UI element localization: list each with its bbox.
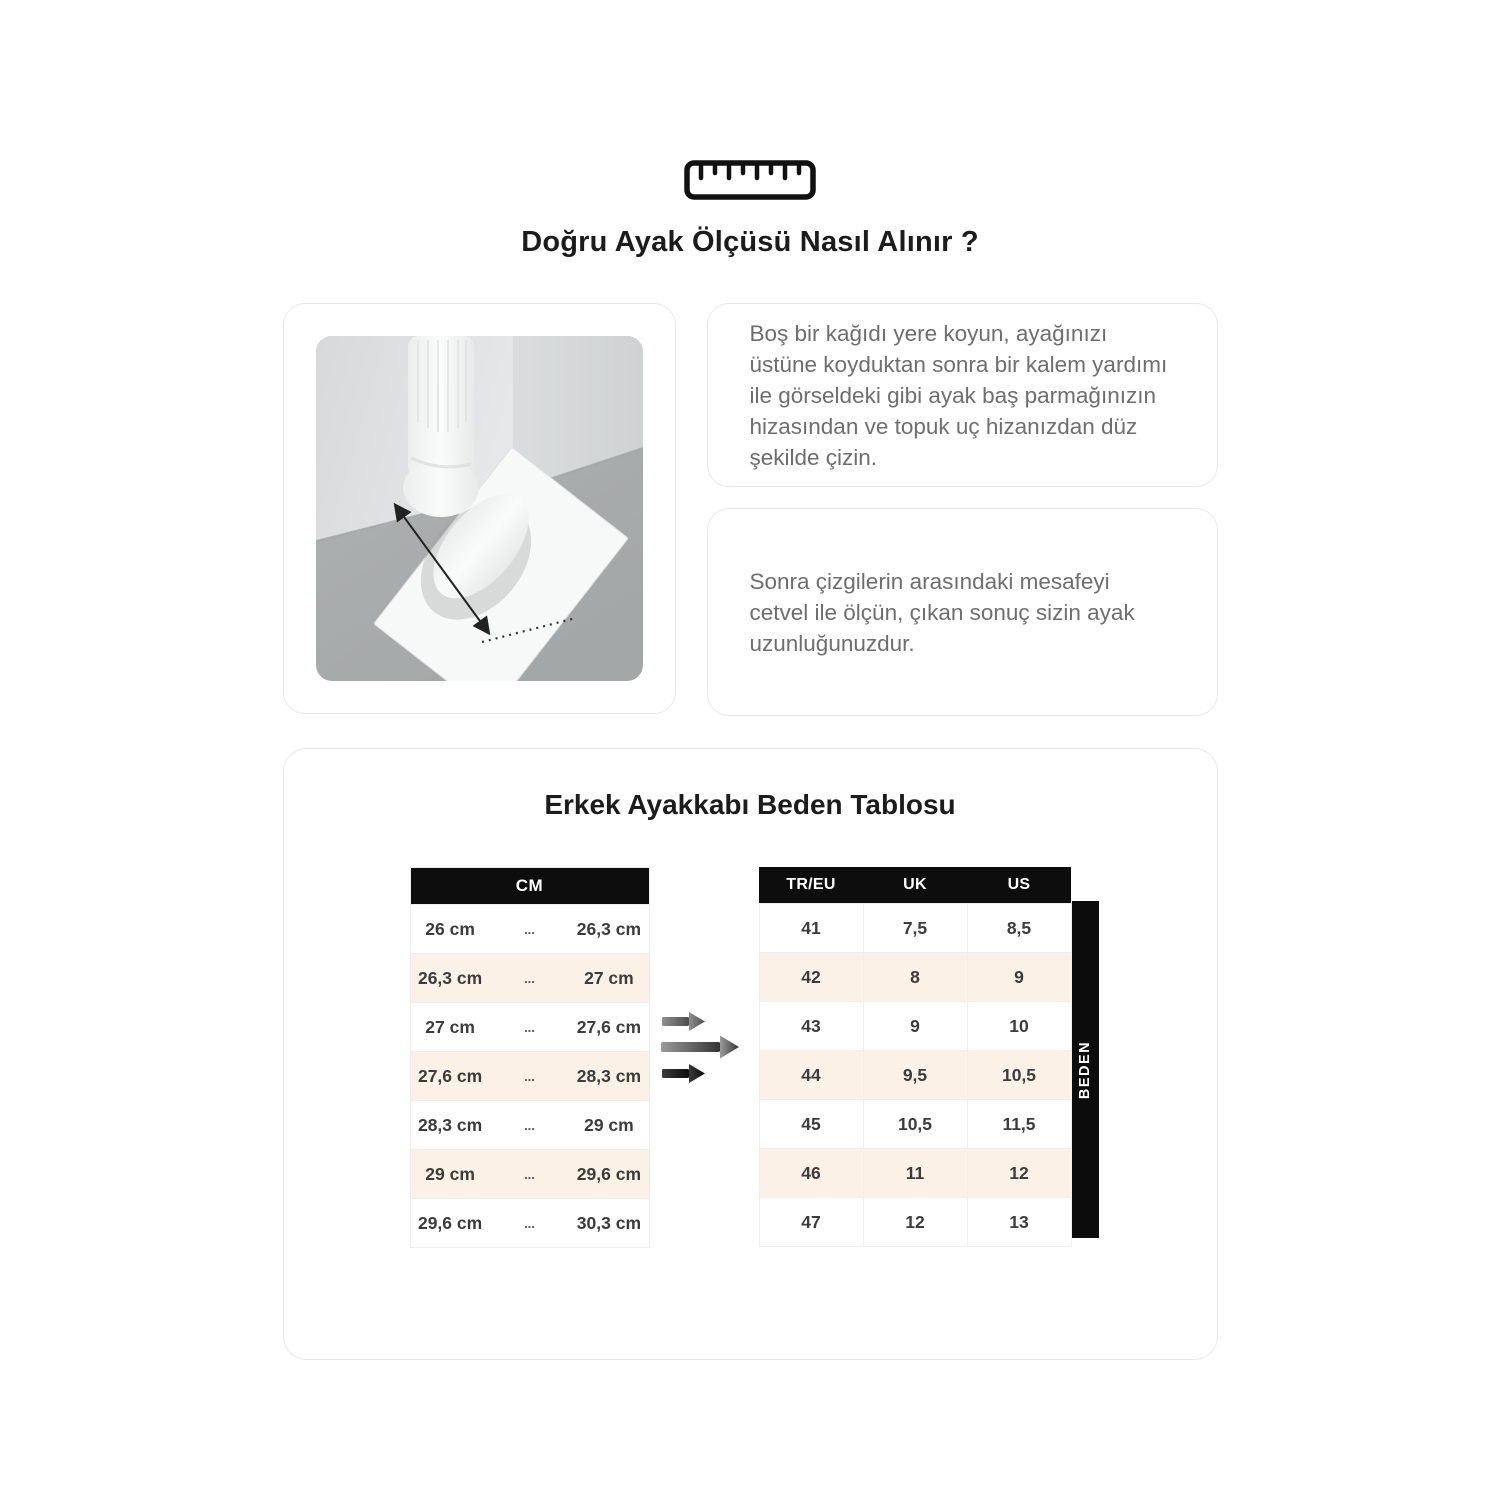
size-tr-eu: 43 [759, 1002, 863, 1051]
table-row [410, 1003, 649, 1052]
instruction-step-2: Sonra çizgilerin arasındaki mesafeyi cetvel ile ölçün, çıkan sonuç sizin ayak uzunluğunuzdur. [749, 568, 1135, 656]
range-separator: ... [490, 1199, 570, 1248]
size-us: 13 [967, 1198, 1071, 1247]
instruction-card-1 [707, 303, 1218, 487]
table-row [410, 905, 649, 954]
size-uk: 8 [863, 953, 967, 1002]
cm-range-to: 26,3 cm [569, 905, 649, 954]
table-row [410, 954, 649, 1003]
instructions-row [283, 303, 1218, 716]
cm-range-from: 26,3 cm [410, 954, 490, 1003]
size-tr-eu: 45 [759, 1100, 863, 1149]
range-separator: ... [490, 1101, 570, 1150]
conversion-arrows-zone [650, 867, 759, 1248]
cm-range-to: 28,3 cm [569, 1052, 649, 1101]
size-tr-eu: 47 [759, 1198, 863, 1247]
table-row [759, 904, 1071, 953]
ruler-icon-wrap [283, 160, 1218, 204]
cm-range-from: 29 cm [410, 1150, 490, 1199]
size-tr-eu: 44 [759, 1051, 863, 1100]
foot-measure-photo-card [283, 303, 676, 714]
size-table-header-row [759, 867, 1071, 904]
table-row [410, 1199, 649, 1248]
cm-table-header: CM [410, 868, 649, 905]
cm-range-to: 29,6 cm [569, 1150, 649, 1199]
table-row [410, 1101, 649, 1150]
cm-range-from: 27 cm [410, 1003, 490, 1052]
size-table-body [759, 904, 1071, 1247]
size-tr-eu: 42 [759, 953, 863, 1002]
size-uk: 12 [863, 1198, 967, 1247]
range-separator: ... [490, 1003, 570, 1052]
size-us: 11,5 [967, 1100, 1071, 1149]
table-row [410, 1150, 649, 1199]
size-table-title: Erkek Ayakkabı Beden Tablosu [544, 789, 956, 820]
col-header-tr-eu: TR/EU [759, 867, 863, 904]
size-uk: 9,5 [863, 1051, 967, 1100]
beden-side-label: BEDEN [1077, 1040, 1094, 1099]
size-tables-row [284, 867, 1217, 1248]
page-title: Doğru Ayak Ölçüsü Nasıl Alınır ? [521, 226, 979, 258]
cm-range-from: 28,3 cm [410, 1101, 490, 1150]
table-row [759, 1149, 1071, 1198]
international-size-table [759, 867, 1072, 1247]
size-uk: 11 [863, 1149, 967, 1198]
size-us: 10,5 [967, 1051, 1071, 1100]
international-size-table-wrap [759, 867, 1094, 1247]
size-tr-eu: 41 [759, 904, 863, 953]
col-header-us: US [967, 867, 1071, 904]
cm-range-to: 30,3 cm [569, 1199, 649, 1248]
ruler-icon [684, 160, 816, 200]
conversion-arrows-icon [661, 1009, 741, 1085]
cm-table [410, 867, 650, 1248]
range-separator: ... [490, 954, 570, 1003]
foot-measure-photo [316, 336, 643, 681]
cm-table-body [410, 905, 649, 1248]
range-separator: ... [490, 1052, 570, 1101]
table-row [759, 1051, 1071, 1100]
cm-range-to: 27 cm [569, 954, 649, 1003]
table-row [759, 1002, 1071, 1051]
table-row [759, 1100, 1071, 1149]
instruction-cards [707, 303, 1218, 716]
size-uk: 9 [863, 1002, 967, 1051]
size-table-card [283, 748, 1218, 1360]
size-uk: 7,5 [863, 904, 967, 953]
table-row [759, 1198, 1071, 1247]
size-us: 8,5 [967, 904, 1071, 953]
size-us: 10 [967, 1002, 1071, 1051]
cm-range-from: 29,6 cm [410, 1199, 490, 1248]
cm-range-to: 27,6 cm [569, 1003, 649, 1052]
table-row [410, 1052, 649, 1101]
cm-range-from: 26 cm [410, 905, 490, 954]
size-guide-page [283, 0, 1218, 1360]
cm-range-from: 27,6 cm [410, 1052, 490, 1101]
cm-table-header-row [410, 868, 649, 905]
table-row [759, 953, 1071, 1002]
col-header-uk: UK [863, 867, 967, 904]
beden-side-bar [1072, 901, 1099, 1238]
size-us: 9 [967, 953, 1071, 1002]
size-uk: 10,5 [863, 1100, 967, 1149]
cm-range-to: 29 cm [569, 1101, 649, 1150]
size-tr-eu: 46 [759, 1149, 863, 1198]
size-us: 12 [967, 1149, 1071, 1198]
instruction-card-2 [707, 508, 1218, 716]
range-separator: ... [490, 905, 570, 954]
instruction-step-1: Boş bir kağıdı yere koyun, ayağınızı üstüne koyduktan sonra bir kalem yardımı ile görseldeki gibi ayak baş parmağınızın hizasından ve topuk uç hizanızdan düz şekilde çizin. [749, 320, 1168, 470]
range-separator: ... [490, 1150, 570, 1199]
